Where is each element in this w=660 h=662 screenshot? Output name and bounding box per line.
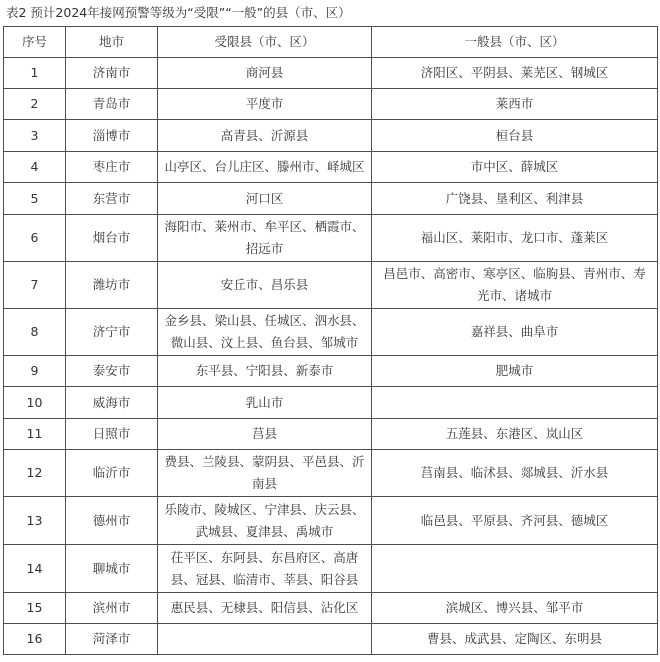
row-restricted-counties: 平度市 [158,89,372,120]
row-city: 滨州市 [66,593,158,624]
row-city: 枣庄市 [66,152,158,183]
row-restricted-counties [158,624,372,655]
row-general-counties: 莱西市 [372,89,658,120]
table-row [4,183,658,215]
table-row [4,262,658,309]
row-city: 东营市 [66,183,158,215]
table-row [4,387,658,419]
row-index: 3 [4,120,66,152]
table-row [4,450,658,497]
row-index: 9 [4,356,66,387]
row-index: 7 [4,262,66,309]
row-restricted-counties: 乳山市 [158,387,372,419]
row-city: 菏泽市 [66,624,158,655]
row-general-counties: 临邑县、平原县、齐河县、德城区 [372,497,658,545]
row-index: 1 [4,58,66,89]
row-general-counties: 福山区、莱阳市、龙口市、蓬莱区 [372,215,658,262]
row-city: 潍坊市 [66,262,158,309]
row-restricted-counties: 莒县 [158,419,372,450]
table-row [4,497,658,545]
row-index: 16 [4,624,66,655]
county-warning-table [3,26,658,655]
row-index: 4 [4,152,66,183]
row-general-counties: 莒南县、临沭县、郯城县、沂水县 [372,450,658,497]
table-row [4,120,658,152]
row-city: 日照市 [66,419,158,450]
row-index: 11 [4,419,66,450]
row-city: 淄博市 [66,120,158,152]
row-index: 15 [4,593,66,624]
row-restricted-counties: 高青县、沂源县 [158,120,372,152]
row-city: 烟台市 [66,215,158,262]
row-city: 聊城市 [66,545,158,593]
table-row [4,58,658,89]
table-row [4,545,658,593]
row-general-counties: 五莲县、东港区、岚山区 [372,419,658,450]
row-restricted-counties: 乐陵市、陵城区、宁津县、庆云县、武城县、夏津县、禹城市 [158,497,372,545]
row-index: 6 [4,215,66,262]
header-index: 序号 [4,27,66,58]
row-general-counties: 市中区、薛城区 [372,152,658,183]
row-city: 青岛市 [66,89,158,120]
row-restricted-counties: 商河县 [158,58,372,89]
table-row [4,152,658,183]
row-city: 济南市 [66,58,158,89]
table-row [4,215,658,262]
row-city: 德州市 [66,497,158,545]
table-header-row [4,27,658,58]
row-general-counties: 肥城市 [372,356,658,387]
row-general-counties: 广饶县、垦利区、利津县 [372,183,658,215]
row-index: 12 [4,450,66,497]
table-row [4,593,658,624]
row-restricted-counties: 东平县、宁阳县、新泰市 [158,356,372,387]
row-restricted-counties: 惠民县、无棣县、阳信县、沾化区 [158,593,372,624]
row-general-counties: 滨城区、博兴县、邹平市 [372,593,658,624]
header-general: 一般县（市、区） [372,27,658,58]
table-row [4,356,658,387]
row-restricted-counties: 安丘市、昌乐县 [158,262,372,309]
table-row [4,419,658,450]
table-row [4,309,658,356]
row-restricted-counties: 海阳市、莱州市、牟平区、栖霞市、招远市 [158,215,372,262]
row-index: 10 [4,387,66,419]
row-restricted-counties: 茌平区、东阿县、东昌府区、高唐县、冠县、临清市、莘县、阳谷县 [158,545,372,593]
row-restricted-counties: 河口区 [158,183,372,215]
table-row [4,624,658,655]
row-index: 2 [4,89,66,120]
row-city: 威海市 [66,387,158,419]
row-general-counties [372,545,658,593]
row-index: 14 [4,545,66,593]
row-city: 泰安市 [66,356,158,387]
row-restricted-counties: 山亭区、台儿庄区、滕州市、峄城区 [158,152,372,183]
table-row [4,89,658,120]
row-index: 13 [4,497,66,545]
row-city: 济宁市 [66,309,158,356]
row-general-counties: 曹县、成武县、定陶区、东明县 [372,624,658,655]
row-general-counties: 昌邑市、高密市、寒亭区、临朐县、青州市、寿光市、诸城市 [372,262,658,309]
row-restricted-counties: 金乡县、梁山县、任城区、泗水县、微山县、汶上县、鱼台县、邹城市 [158,309,372,356]
header-city: 地市 [66,27,158,58]
row-general-counties: 济阳区、平阴县、莱芜区、钢城区 [372,58,658,89]
row-general-counties: 嘉祥县、曲阜市 [372,309,658,356]
table-caption: 表2 预计2024年接网预警等级为“受限”“一般”的县（市、区） [6,5,351,20]
row-index: 8 [4,309,66,356]
row-restricted-counties: 费县、兰陵县、蒙阴县、平邑县、沂南县 [158,450,372,497]
row-city: 临沂市 [66,450,158,497]
row-index: 5 [4,183,66,215]
row-general-counties: 桓台县 [372,120,658,152]
row-general-counties [372,387,658,419]
header-restricted: 受限县（市、区） [158,27,372,58]
